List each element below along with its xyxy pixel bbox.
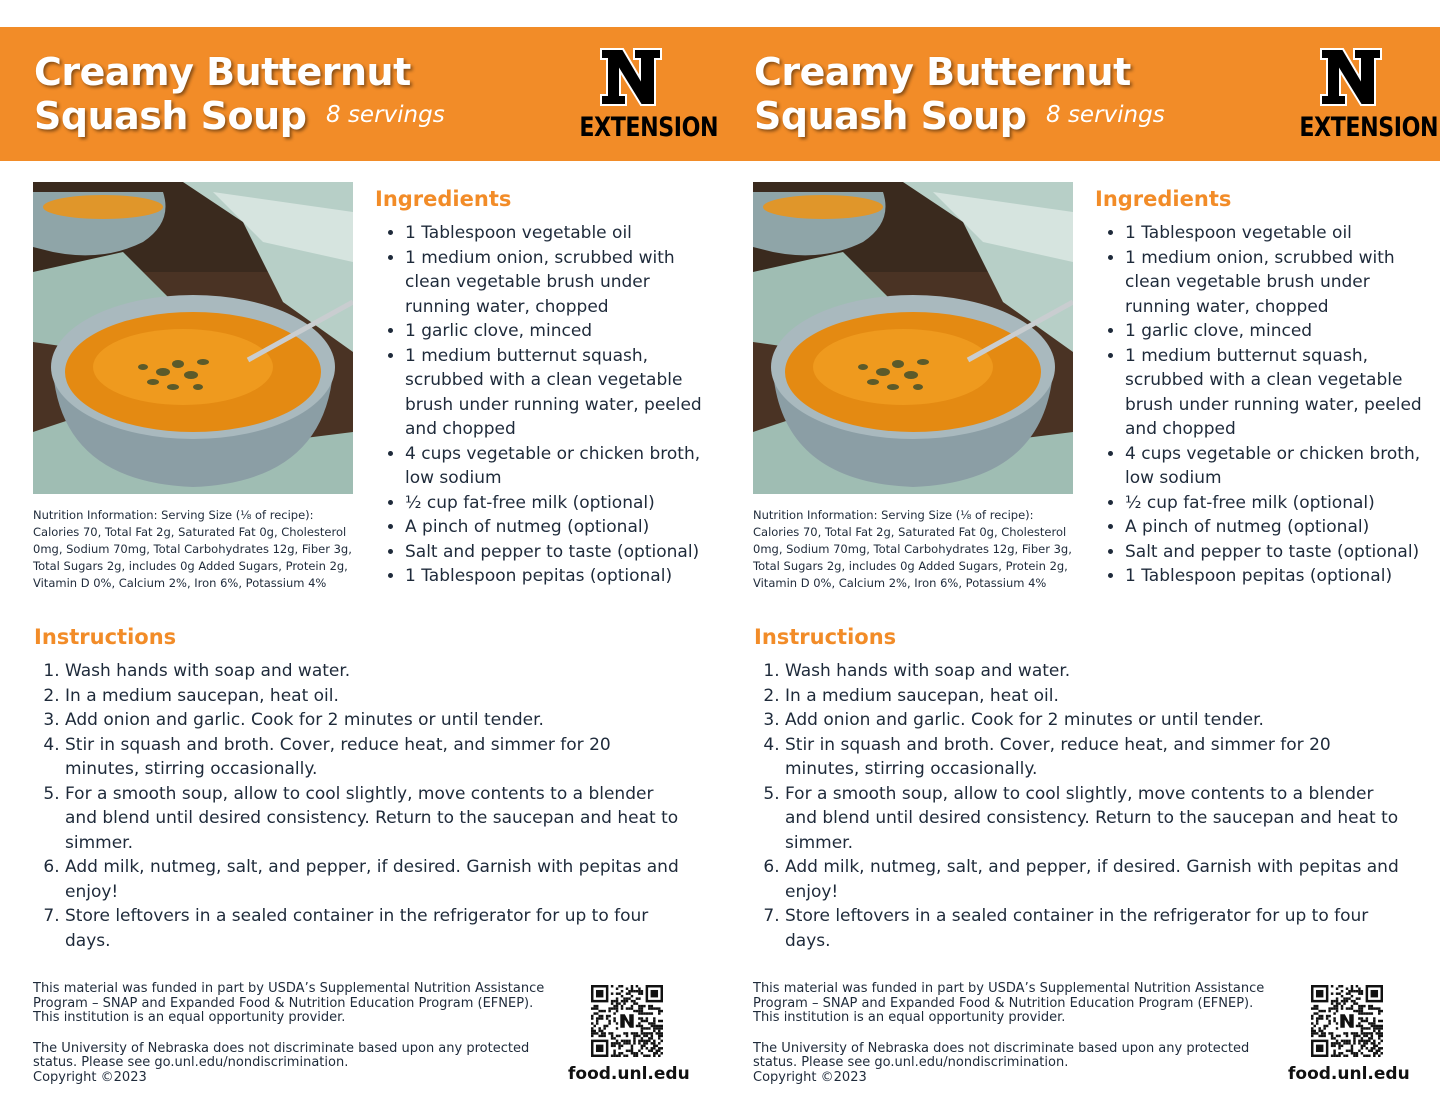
nutrition-info: Nutrition Information: Serving Size (⅛ of recipe): Calories 70, Total Fat 2g, Saturated Fat 0g, Cholesterol 0mg, Sodium 70mg, Total Carbohydrates 12g, Fiber 3g, Total Sugars 2g, includes 0g Added Sugars, Protein 2g, Vitamin D 0%, Calcium 2%, Iron 6%, Potassium 4% [753,508,1072,590]
nutrition-info: Nutrition Information: Serving Size (⅛ of recipe): Calories 70, Total Fat 2g, Saturated Fat 0g, Cholesterol 0mg, Sodium 70mg, Total Carbohydrates 12g, Fiber 3g, Total Sugars 2g, includes 0g Added Sugars, Protein 2g, Vitamin D 0%, Calcium 2%, Iron 6%, Potassium 4% [33,508,352,590]
instruction-step: 2. In a medium saucepan, heat oil. [65,684,684,709]
recipe-title-line2: Squash Soup [754,94,1027,138]
instruction-step: 1. Wash hands with soap and water. [65,659,684,684]
instruction-step: 3. Add onion and garlic. Cook for 2 minutes or until tender. [65,708,684,733]
instructions-list [754,659,1404,953]
ingredient-item: • Salt and pepper to taste (optional) [1125,540,1430,565]
ingredients-list [1095,221,1430,589]
instructions-list [34,659,684,953]
instructions-heading: Instructions [34,625,177,649]
recipe-title-line1: Creamy Butternut [34,50,411,94]
ingredient-item: • ½ cup fat-free milk (optional) [405,491,710,516]
instruction-step: 5. For a smooth soup, allow to cool slightly, move contents to a blender and blend until desired consistency. Return to the saucepan and heat to simmer. [65,782,684,856]
ingredients-list [375,221,710,589]
instruction-step: 6. Add milk, nutmeg, salt, and pepper, if desired. Garnish with pepitas and enjoy! [65,855,684,904]
instruction-step: 4. Stir in squash and broth. Cover, reduce heat, and simmer for 20 minutes, stirring occasionally. [65,733,684,782]
footer-disclaimer [33,982,553,1085]
extension-logo-text: EXTENSION [579,112,719,143]
ingredient-item: • 1 garlic clove, minced [405,319,710,344]
ingredient-item: • 1 Tablespoon pepitas (optional) [405,564,710,589]
extension-logo-text: EXTENSION [1299,112,1439,143]
ingredients-heading: Ingredients [375,187,512,211]
recipe-title-line1: Creamy Butternut [754,50,1131,94]
qr-code-icon [1311,985,1383,1057]
ingredient-item: • ½ cup fat-free milk (optional) [1125,491,1430,516]
ingredient-item: • 1 medium butternut squash, scrubbed with a clean vegetable brush under running water, peeled and chopped [1125,344,1430,442]
instruction-step: 1. Wash hands with soap and water. [785,659,1404,684]
ingredient-item: • A pinch of nutmeg (optional) [1125,515,1430,540]
soup-photo [753,182,1073,494]
nondiscrimination-statement: The University of Nebraska does not discriminate based upon any protected status. Please see go.unl.edu/nondiscrimination. [753,1040,1250,1070]
extension-logo [568,46,719,150]
ingredient-item: • 1 Tablespoon vegetable oil [405,221,710,246]
soup-photo [33,182,353,494]
ingredient-item: • 1 medium onion, scrubbed with clean vegetable brush under running water, chopped [1125,246,1430,320]
ingredients-heading: Ingredients [1095,187,1232,211]
instruction-step: 3. Add onion and garlic. Cook for 2 minutes or until tender. [785,708,1404,733]
ingredient-item: • 1 Tablespoon pepitas (optional) [1125,564,1430,589]
ingredient-item: • 1 garlic clove, minced [1125,319,1430,344]
instruction-step: 7. Store leftovers in a sealed container in the refrigerator for up to four days. [65,904,684,953]
copyright: Copyright ©2023 [33,1069,147,1085]
instruction-step: 5. For a smooth soup, allow to cool slightly, move contents to a blender and blend until desired consistency. Return to the saucepan and heat to simmer. [785,782,1404,856]
ingredient-item: • 1 medium onion, scrubbed with clean vegetable brush under running water, chopped [405,246,710,320]
servings-label: 8 servings [326,102,445,128]
copyright: Copyright ©2023 [753,1069,867,1085]
instruction-step: 2. In a medium saucepan, heat oil. [785,684,1404,709]
nondiscrimination-statement: The University of Nebraska does not discriminate based upon any protected status. Please see go.unl.edu/nondiscrimination. [33,1040,530,1070]
ingredient-item: • A pinch of nutmeg (optional) [405,515,710,540]
extension-logo [1288,46,1439,150]
ingredient-item: • 1 medium butternut squash, scrubbed with a clean vegetable brush under running water, peeled and chopped [405,344,710,442]
ingredient-item: • Salt and pepper to taste (optional) [405,540,710,565]
instruction-step: 6. Add milk, nutmeg, salt, and pepper, if desired. Garnish with pepitas and enjoy! [785,855,1404,904]
ingredient-item: • 4 cups vegetable or chicken broth, low sodium [1125,442,1430,491]
instruction-step: 4. Stir in squash and broth. Cover, reduce heat, and simmer for 20 minutes, stirring occasionally. [785,733,1404,782]
funding-statement: This material was funded in part by USDA’s Supplemental Nutrition Assistance Program – SNAP and Expanded Food & Nutrition Education Program (EFNEP). This institution is an equal opportunity provider. [753,981,1265,1025]
nebraska-n-icon [1318,46,1384,108]
funding-statement: This material was funded in part by USDA’s Supplemental Nutrition Assistance Program – SNAP and Expanded Food & Nutrition Education Program (EFNEP). This institution is an equal opportunity provider. [33,981,545,1025]
qr-code-icon [591,985,663,1057]
website-link[interactable]: food.unl.edu [1288,1064,1410,1084]
ingredient-item: • 4 cups vegetable or chicken broth, low sodium [405,442,710,491]
recipe-card-right [720,0,1440,1112]
website-link[interactable]: food.unl.edu [568,1064,690,1084]
nebraska-n-icon [598,46,664,108]
ingredient-item: • 1 Tablespoon vegetable oil [1125,221,1430,246]
recipe-title-line2: Squash Soup [34,94,307,138]
servings-label: 8 servings [1046,102,1165,128]
footer-disclaimer [753,982,1273,1085]
instructions-heading: Instructions [754,625,897,649]
instruction-step: 7. Store leftovers in a sealed container in the refrigerator for up to four days. [785,904,1404,953]
